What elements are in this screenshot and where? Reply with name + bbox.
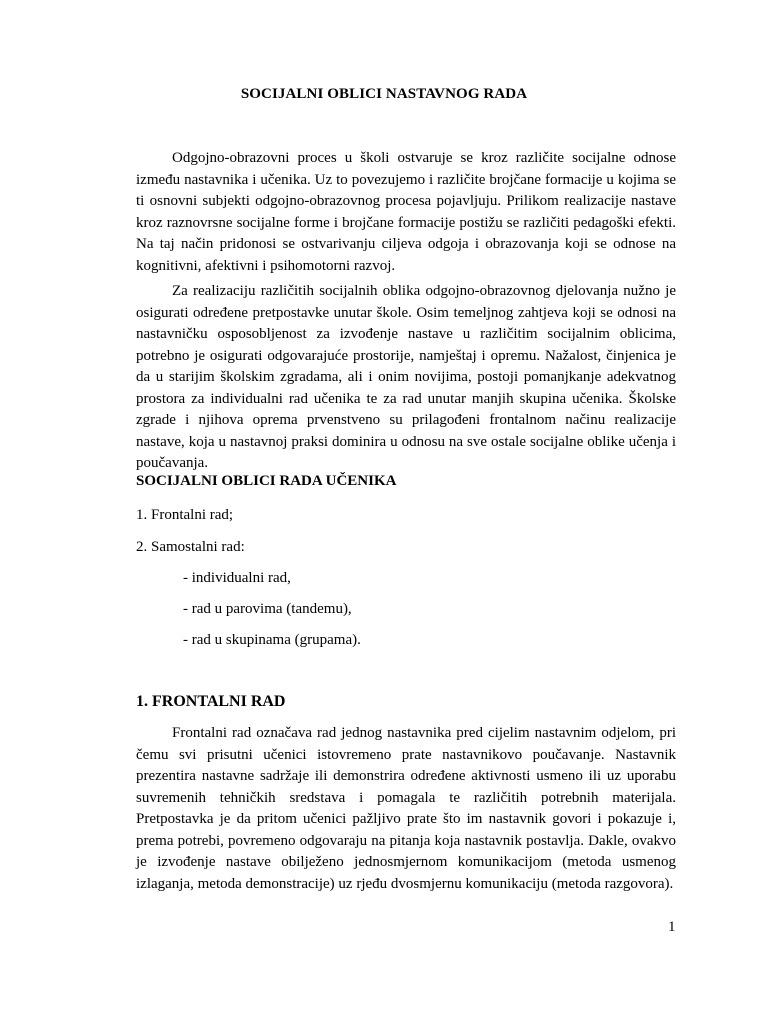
document-title: SOCIJALNI OBLICI NASTAVNOG RADA bbox=[240, 86, 528, 102]
section-heading: 1. FRONTALNI RAD bbox=[136, 693, 286, 710]
page-number: 1 bbox=[668, 919, 676, 935]
paragraph-prerequisites: Za realizaciju različitih socijalnih oblika odgojno-obrazovnog djelovanja nužno je osigurati određene pretpostavke unutar škole. Osim temeljnog zahtjeva koji se odnosi na nastavničku osposobljenost za izvođenje nastave u različitim socijalnim oblicima, potrebno je osigurati odgovarajuće prostorije, namještaj i opremu. Nažalost, činjenica je da u starijim školskim zgradama, ali i onim novijima, postoji pomanjkanje adekvatnog prostora za individualni rad učenika te za rad unutar manjih skupina učenika. Školske zgrade i njihova oprema prvenstveno su prilagođeni frontalnom načinu realizacije nastave, koja u nastavnoj praksi dominira u odnosu na sve ostale socijalne oblike učenja i poučavanja. bbox=[136, 283, 676, 471]
list-item: - rad u parovima (tandemu), bbox=[183, 601, 352, 617]
list-item: - rad u skupinama (grupama). bbox=[183, 632, 361, 648]
list-item: 1. Frontalni rad; bbox=[136, 507, 234, 523]
paragraph-frontal-work: Frontalni rad označava rad jednog nastavnika pred cijelim nastavnim odjelom, pri čemu svi prisutni učenici istovremeno prate nastavnikovo poučavanje. Nastavnik prezentira nastavne sadržaje ili demonstrira određene aktivnosti usmeno ili uz uporabu suvremenih tehničkih sredstava i pomagala te različitih potrebnih materijala. Pretpostavka je da pritom učenici pažljivo prate što im nastavnik govori i pokazuje i, prema potrebi, povremeno odgovaraju na pitanja koja nastavnik postavlja. Dakle, ovakvo je izvođenje nastave obilježeno jednosmjernom komunikacijom (metoda usmenog izlaganja, metoda demonstracije) uz rjeđu dvosmjernu komunikaciju (metoda razgovora). bbox=[136, 725, 676, 892]
subheading-social-forms: SOCIJALNI OBLICI RADA UČENIKA bbox=[136, 473, 397, 489]
list-item: - individualni rad, bbox=[183, 570, 291, 586]
paragraph-intro: Odgojno-obrazovni proces u školi ostvaruje se kroz različite socijalne odnose između nastavnika i učenika. Uz to povezujemo i različite brojčane formacije u kojima se ti osnovni subjekti odgojno-obrazovnog procesa pojavljuju. Prilikom realizacije nastave kroz raznovrsne socijalne forme i brojčane formacije postižu se različiti pedagoški efekti. Na taj način pridonosi se ostvarivanju ciljeva odgoja i obrazovanja koji se odnose na kognitivni, afektivni i psihomotorni razvoj. bbox=[136, 150, 676, 274]
list-item: 2. Samostalni rad: bbox=[136, 539, 245, 555]
